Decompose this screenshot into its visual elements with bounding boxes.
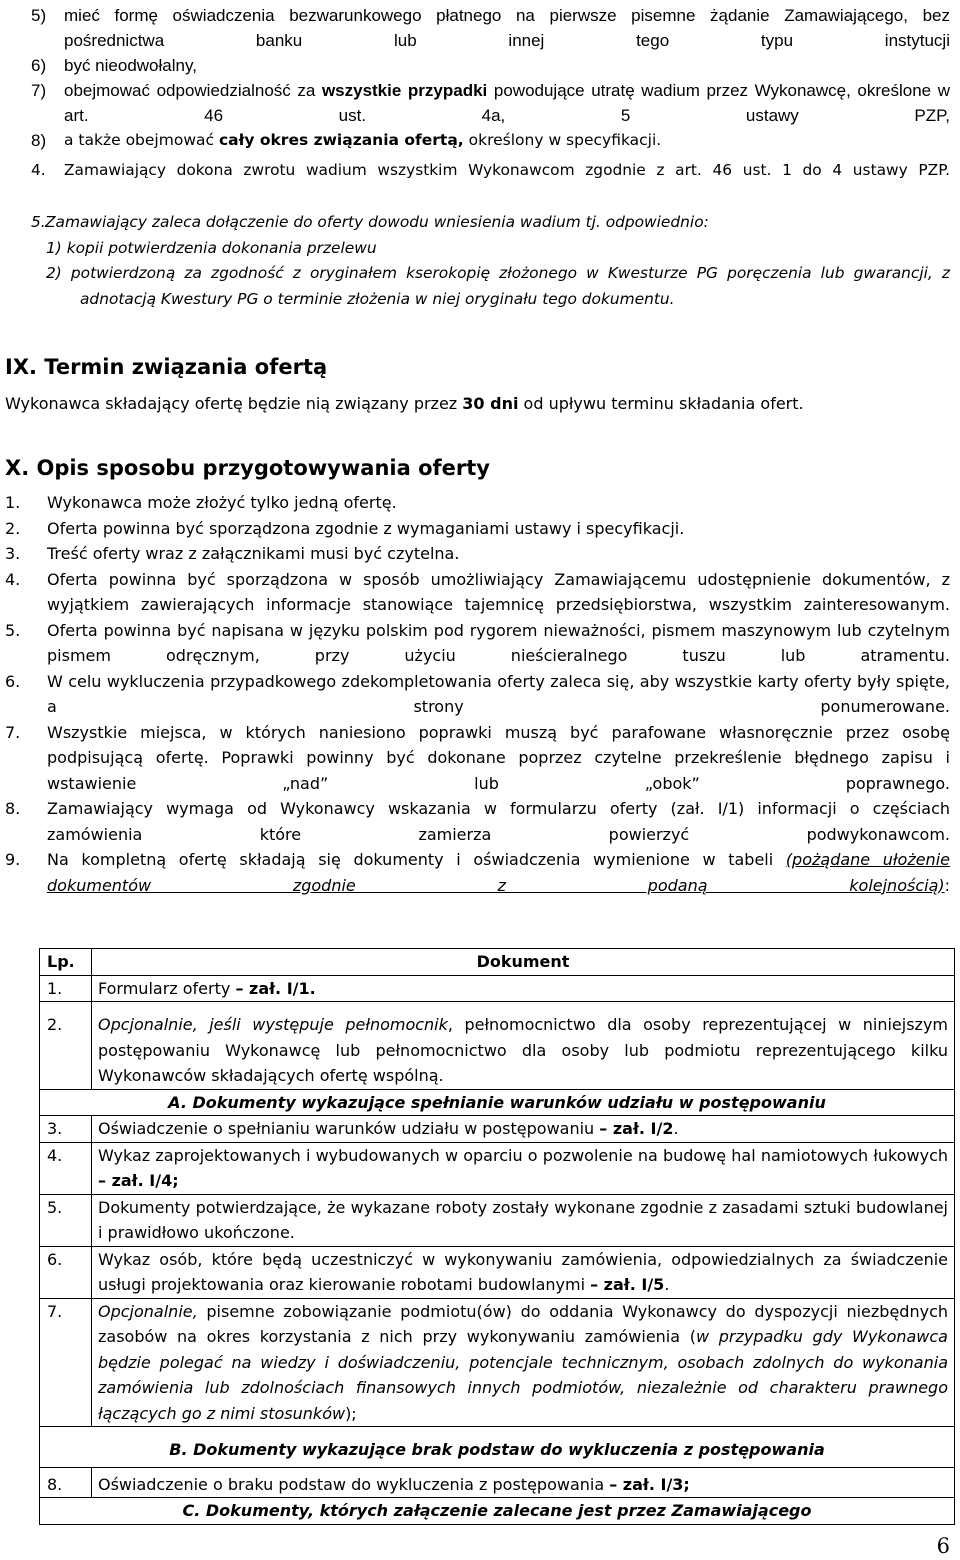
list-item: 5. Oferta powinna być napisana w języku polskim pod rygorem nieważności, pismem maszynowym lub czytelnym pismem odręcznym, przy użyciu nieścieralnego tuszu lub atramentu. (5, 620, 950, 665)
list-item: 8) a także obejmować cały okres związania ofertą, określony w specyfikacji. (31, 131, 662, 150)
list-item: 7. Wszystkie miejsca, w których naniesiono poprawki muszą być parafowane własnoręcznie przez osobę podpisującą ofertę. Poprawki powinny być dokonane poprzez czytelne przekreślenie błędnego zapisu i wstawienie „nad” lub „obok” poprawnego. (5, 722, 950, 793)
table-row: 7. Opcjonalnie, pisemne zobowiązanie podmiotu(ów) do oddania Wykonawcy do dyspozycji niezbędnych zasobów na okres korzystania z nich przy wykonywaniu zamówienia (w przypadku gdy Wykonawca będzie polegać na wiedzy i doświadczeniu, potencjale technicznym, osobach zdolnych do wykonania zamówienia lub zdolnościach finansowych innych podmiotów, niezależnie od charakteru prawnego łączących go z nimi stosunków); (40, 1298, 955, 1427)
list-item: 8. Zamawiający wymaga od Wykonawcy wskazania w formularzu oferty (zał. I/1) informacji o częściach zamówienia które zamierza powierzyć podwykonawcom. (5, 799, 950, 844)
wadium-proof-paragraph: 5. Zamawiający zaleca dołączenie do oferty dowodu wniesienia wadium tj. odpowiednio: 1) kopii potwierdzenia dokonania przelewu 2) potwierdzoną za zgodność z oryginałem kserokopię złożonego w Kwesturze PG poręczenia lub gwarancji, z adnotacją Kwestury PG o terminie złożenia w niej oryginału tego dokumentu. (31, 210, 950, 312)
table-row: 5. Dokumenty potwierdzające, że wykazane roboty zostały wykonane zgodnie z zasadami sztuki budowlanej i prawidłowo ukończone. (40, 1194, 955, 1246)
page-number: 6 (936, 1534, 950, 1558)
section-a-title: A. Dokumenty wykazujące spełnianie warunków udziału w postępowaniu (40, 1089, 955, 1116)
table-row: 3. Oświadczenie o spełnianiu warunków udziału w postępowaniu – zał. I/2. (40, 1116, 955, 1143)
column-header-document: Dokument (92, 949, 955, 976)
list-item: 2. Oferta powinna być sporządzona zgodnie z wymaganiami ustawy i specyfikacji. (5, 518, 685, 538)
list-item: 1. Wykonawca może złożyć tylko jedną ofertę. (5, 493, 397, 512)
documents-table (39, 948, 955, 1525)
table-row: 2. Opcjonalnie, jeśli występuje pełnomocnik, pełnomocnictwo dla osoby reprezentującej w niniejszym postępowaniu Wykonawcę lub pełnomocnictwo dla osoby lub podmiotu reprezentującego kilku Wykonawców składających ofertę wspólną. (40, 1002, 955, 1090)
table-section-row (40, 1427, 955, 1468)
table-section-row (40, 1089, 955, 1116)
table-row: 8. Oświadczenie o braku podstaw do wykluczenia z postępowania – zał. I/3; (40, 1467, 955, 1498)
list-item: 5) mieć formę oświadczenia bezwarunkowego płatnego na pierwsze pisemne żądanie Zamawiającego, bez pośrednictwa banku lub innej tego typu instytucji (31, 6, 950, 50)
section-heading-x: X. Opis sposobu przygotowywania oferty (5, 456, 490, 480)
section-c-title: C. Dokumenty, których załączenie zalecane jest przez Zamawiającego (40, 1498, 955, 1525)
list-item: 6) być nieodwołalny, (31, 56, 197, 75)
list-item: 9. Na kompletną ofertę składają się dokumenty i oświadczenia wymienione w tabeli (pożądane ułożenie dokumentów zgodnie z podaną kolejnością): (5, 850, 950, 895)
wadium-return-paragraph: 4. Zamawiający dokona zwrotu wadium wszystkim Wykonawcom zgodnie z art. 46 ust. 1 do 4 ustawy PZP. (31, 161, 950, 179)
table-section-row (40, 1498, 955, 1525)
table-row: 1. Formularz oferty – zał. I/1. (40, 975, 955, 1002)
section-heading-ix: IX. Termin związania ofertą (5, 355, 328, 379)
list-item: 4. Oferta powinna być sporządzona w sposób umożliwiający Zamawiającemu udostępnienie dokumentów, z wyjątkiem zawierających informacje stanowiące tajemnicę przedsiębiorstwa, wszystkim zainteresowanym. (5, 569, 950, 614)
section-b-title: B. Dokumenty wykazujące brak podstaw do wykluczenia z postępowania (40, 1427, 955, 1468)
list-item: 1) kopii potwierdzenia dokonania przelewu (46, 238, 377, 257)
list-item: 6. W celu wykluczenia przypadkowego zdekompletowania oferty zaleca się, aby wszystkie karty oferty były spięte, a strony ponumerowane. (5, 671, 950, 716)
table-row: 6. Wykaz osób, które będą uczestniczyć w wykonywaniu zamówienia, odpowiedzialnych za świadczenie usługi projektowania oraz kierowanie robotami budowlanymi – zał. I/5. (40, 1246, 955, 1298)
offer-preparation-list (5, 490, 950, 898)
guarantee-conditions-list (31, 3, 950, 153)
list-item: 3. Treść oferty wraz z załącznikami musi być czytelna. (5, 544, 460, 563)
column-header-lp: Lp. (40, 949, 92, 976)
table-row: 4. Wykaz zaprojektowanych i wybudowanych w oparciu o pozwolenie na budowę hal namiotowych łukowych – zał. I/4; (40, 1142, 955, 1194)
list-item: 7) obejmować odpowiedzialność za wszystkie przypadki powodujące utratę wadium przez Wykonawcę, określone w art. 46 ust. 4a, 5 ustawy PZP, (31, 81, 951, 125)
table-header-row (40, 949, 955, 976)
list-item: 2) potwierdzoną za zgodność z oryginałem kserokopię złożonego w Kwesturze PG poręczenia lub gwarancji, z adnotacją Kwestury PG o terminie złożenia w niej oryginału tego dokumentu. (46, 264, 950, 308)
binding-period-paragraph: Wykonawca składający ofertę będzie nią związany przez 30 dni od upływu terminu składania ofert. (5, 394, 804, 413)
